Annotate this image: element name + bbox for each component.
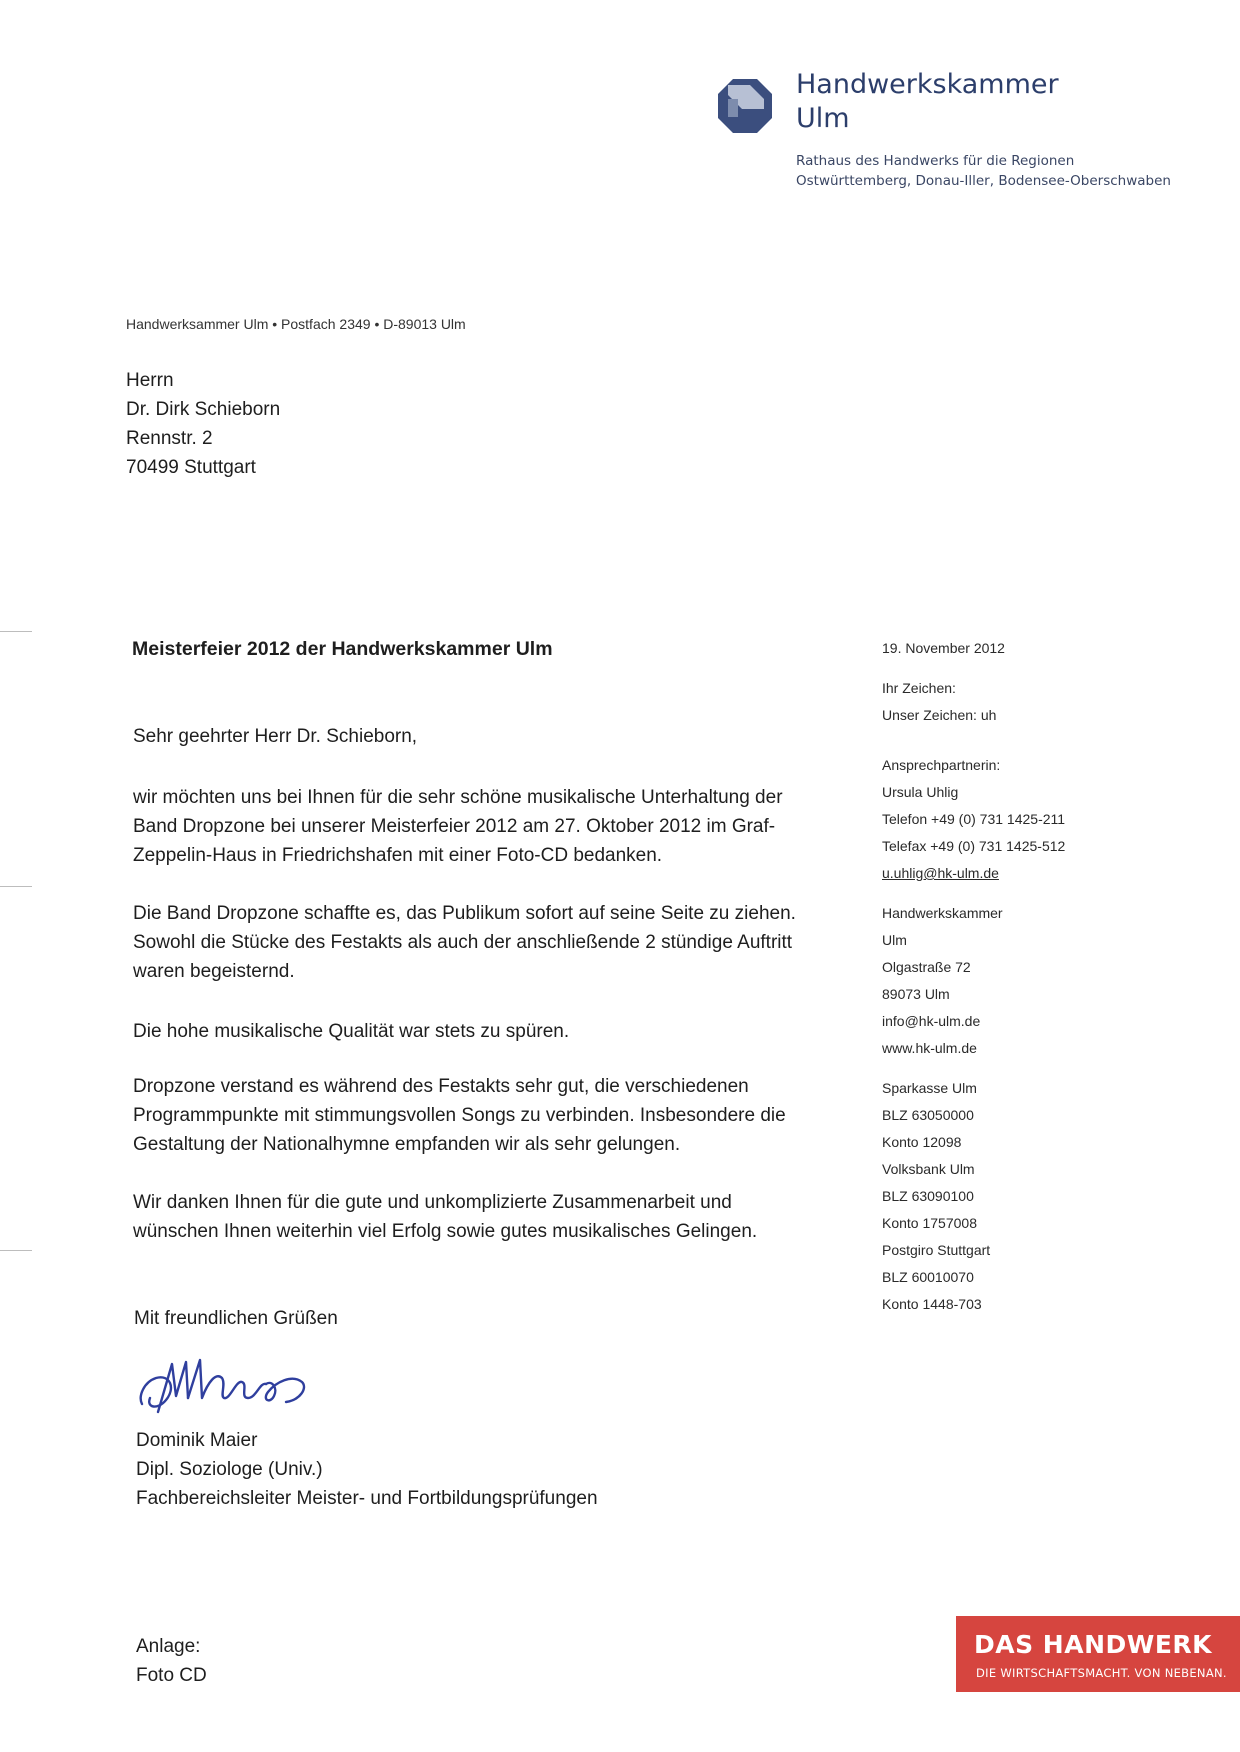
badge-subtitle: DIE WIRTSCHAFTSMACHT. VON NEBENAN.	[976, 1666, 1227, 1680]
organization-name-line2: Ulm	[796, 103, 850, 134]
signer-degree: Dipl. Soziologe (Univ.)	[136, 1459, 323, 1480]
tagline-line2: Ostwürttemberg, Donau-Iller, Bodensee-Oberschwaben	[796, 173, 1171, 189]
body-line: Programmpunkte mit stimmungsvollen Songs zu verbinden. Insbesondere die	[133, 1105, 786, 1126]
body-line: wir möchten uns bei Ihnen für die sehr schöne musikalische Unterhaltung der	[133, 787, 783, 808]
letter-salutation: Sehr geehrter Herr Dr. Schieborn,	[133, 726, 418, 747]
recipient-address	[126, 366, 280, 482]
handwerkskammer-logo-icon	[716, 77, 774, 135]
bank2-blz: BLZ 63090100	[882, 1188, 974, 1204]
das-handwerk-badge	[956, 1616, 1240, 1692]
fold-mark	[0, 886, 32, 887]
return-address: Handwerksammer Ulm • Postfach 2349 • D-89013 Ulm	[126, 316, 466, 332]
ihr-zeichen: Ihr Zeichen:	[882, 680, 956, 696]
bank2-name: Volksbank Ulm	[882, 1161, 975, 1177]
bank2-konto: Konto 1757008	[882, 1215, 977, 1231]
body-line: Wir danken Ihnen für die gute und unkomplizierte Zusammenarbeit und	[133, 1192, 732, 1213]
bank1-name: Sparkasse Ulm	[882, 1080, 977, 1096]
contact-name: Ursula Uhlig	[882, 784, 959, 800]
recipient-name: Dr. Dirk Schieborn	[126, 399, 281, 420]
letter-closing: Mit freundlichen Grüßen	[134, 1308, 338, 1329]
letter-date: 19. November 2012	[882, 640, 1005, 656]
org-city: 89073 Ulm	[882, 986, 950, 1002]
bank3-konto: Konto 1448-703	[882, 1296, 982, 1312]
body-line: Sowohl die Stücke des Festakts als auch der anschließende 2 stündige Auftritt	[133, 932, 793, 953]
org-web: www.hk-ulm.de	[882, 1040, 977, 1056]
handwritten-signature	[136, 1352, 312, 1422]
sidebar-info	[882, 635, 1122, 1318]
signer-block	[136, 1426, 598, 1513]
contact-label: Ansprechpartnerin:	[882, 757, 1001, 773]
bank1-konto: Konto 12098	[882, 1134, 962, 1150]
body-paragraph-3	[133, 1017, 863, 1046]
attachment-item: Foto CD	[136, 1665, 207, 1686]
body-line: Dropzone verstand es während des Festakts sehr gut, die verschiedenen	[133, 1076, 749, 1097]
bank3-name: Postgiro Stuttgart	[882, 1242, 991, 1258]
body-paragraph-2	[133, 899, 863, 986]
bank1-blz: BLZ 63050000	[882, 1107, 974, 1123]
organization-name-line1: Handwerkskammer	[796, 69, 1059, 100]
org-line2: Ulm	[882, 932, 907, 948]
body-line: waren begeisternd.	[133, 961, 295, 982]
body-line: Band Dropzone bei unserer Meisterfeier 2012 am 27. Oktober 2012 im Graf-	[133, 816, 776, 837]
body-line: Gestaltung der Nationalhymne empfanden wir als sehr gelungen.	[133, 1134, 681, 1155]
contact-email-link[interactable]: u.uhlig@hk-ulm.de	[882, 865, 999, 881]
contact-telefax: Telefax +49 (0) 731 1425-512	[882, 838, 1066, 854]
organization-tagline	[796, 151, 1196, 191]
body-paragraph-1	[133, 783, 863, 870]
letter-subject: Meisterfeier 2012 der Handwerkskammer Ulm	[132, 638, 553, 660]
attachment-block	[136, 1632, 207, 1690]
org-street: Olgastraße 72	[882, 959, 971, 975]
bank3-blz: BLZ 60010070	[882, 1269, 974, 1285]
recipient-street: Rennstr. 2	[126, 428, 213, 449]
body-line: Zeppelin-Haus in Friedrichshafen mit einer Foto-CD bedanken.	[133, 845, 663, 866]
body-line: wünschen Ihnen weiterhin viel Erfolg sowie gutes musikalisches Gelingen.	[133, 1221, 758, 1242]
signer-name: Dominik Maier	[136, 1430, 258, 1451]
contact-telefon: Telefon +49 (0) 731 1425-211	[882, 811, 1066, 827]
signer-role: Fachbereichsleiter Meister- und Fortbildungsprüfungen	[136, 1488, 598, 1509]
org-email: info@hk-ulm.de	[882, 1013, 981, 1029]
fold-mark	[0, 631, 32, 632]
fold-mark	[0, 1250, 32, 1251]
attachment-label: Anlage:	[136, 1636, 201, 1657]
recipient-city: 70499 Stuttgart	[126, 457, 256, 478]
unser-zeichen: Unser Zeichen: uh	[882, 707, 997, 723]
organization-name	[796, 68, 1096, 136]
tagline-line1: Rathaus des Handwerks für die Regionen	[796, 153, 1075, 169]
body-paragraph-4	[133, 1072, 863, 1159]
badge-title: DAS HANDWERK	[974, 1630, 1213, 1659]
body-paragraph-5	[133, 1188, 863, 1246]
recipient-salutation: Herrn	[126, 370, 174, 391]
org-line1: Handwerkskammer	[882, 905, 1003, 921]
body-line: Die hohe musikalische Qualität war stets zu spüren.	[133, 1021, 570, 1042]
body-line: Die Band Dropzone schaffte es, das Publikum sofort auf seine Seite zu ziehen.	[133, 903, 796, 924]
